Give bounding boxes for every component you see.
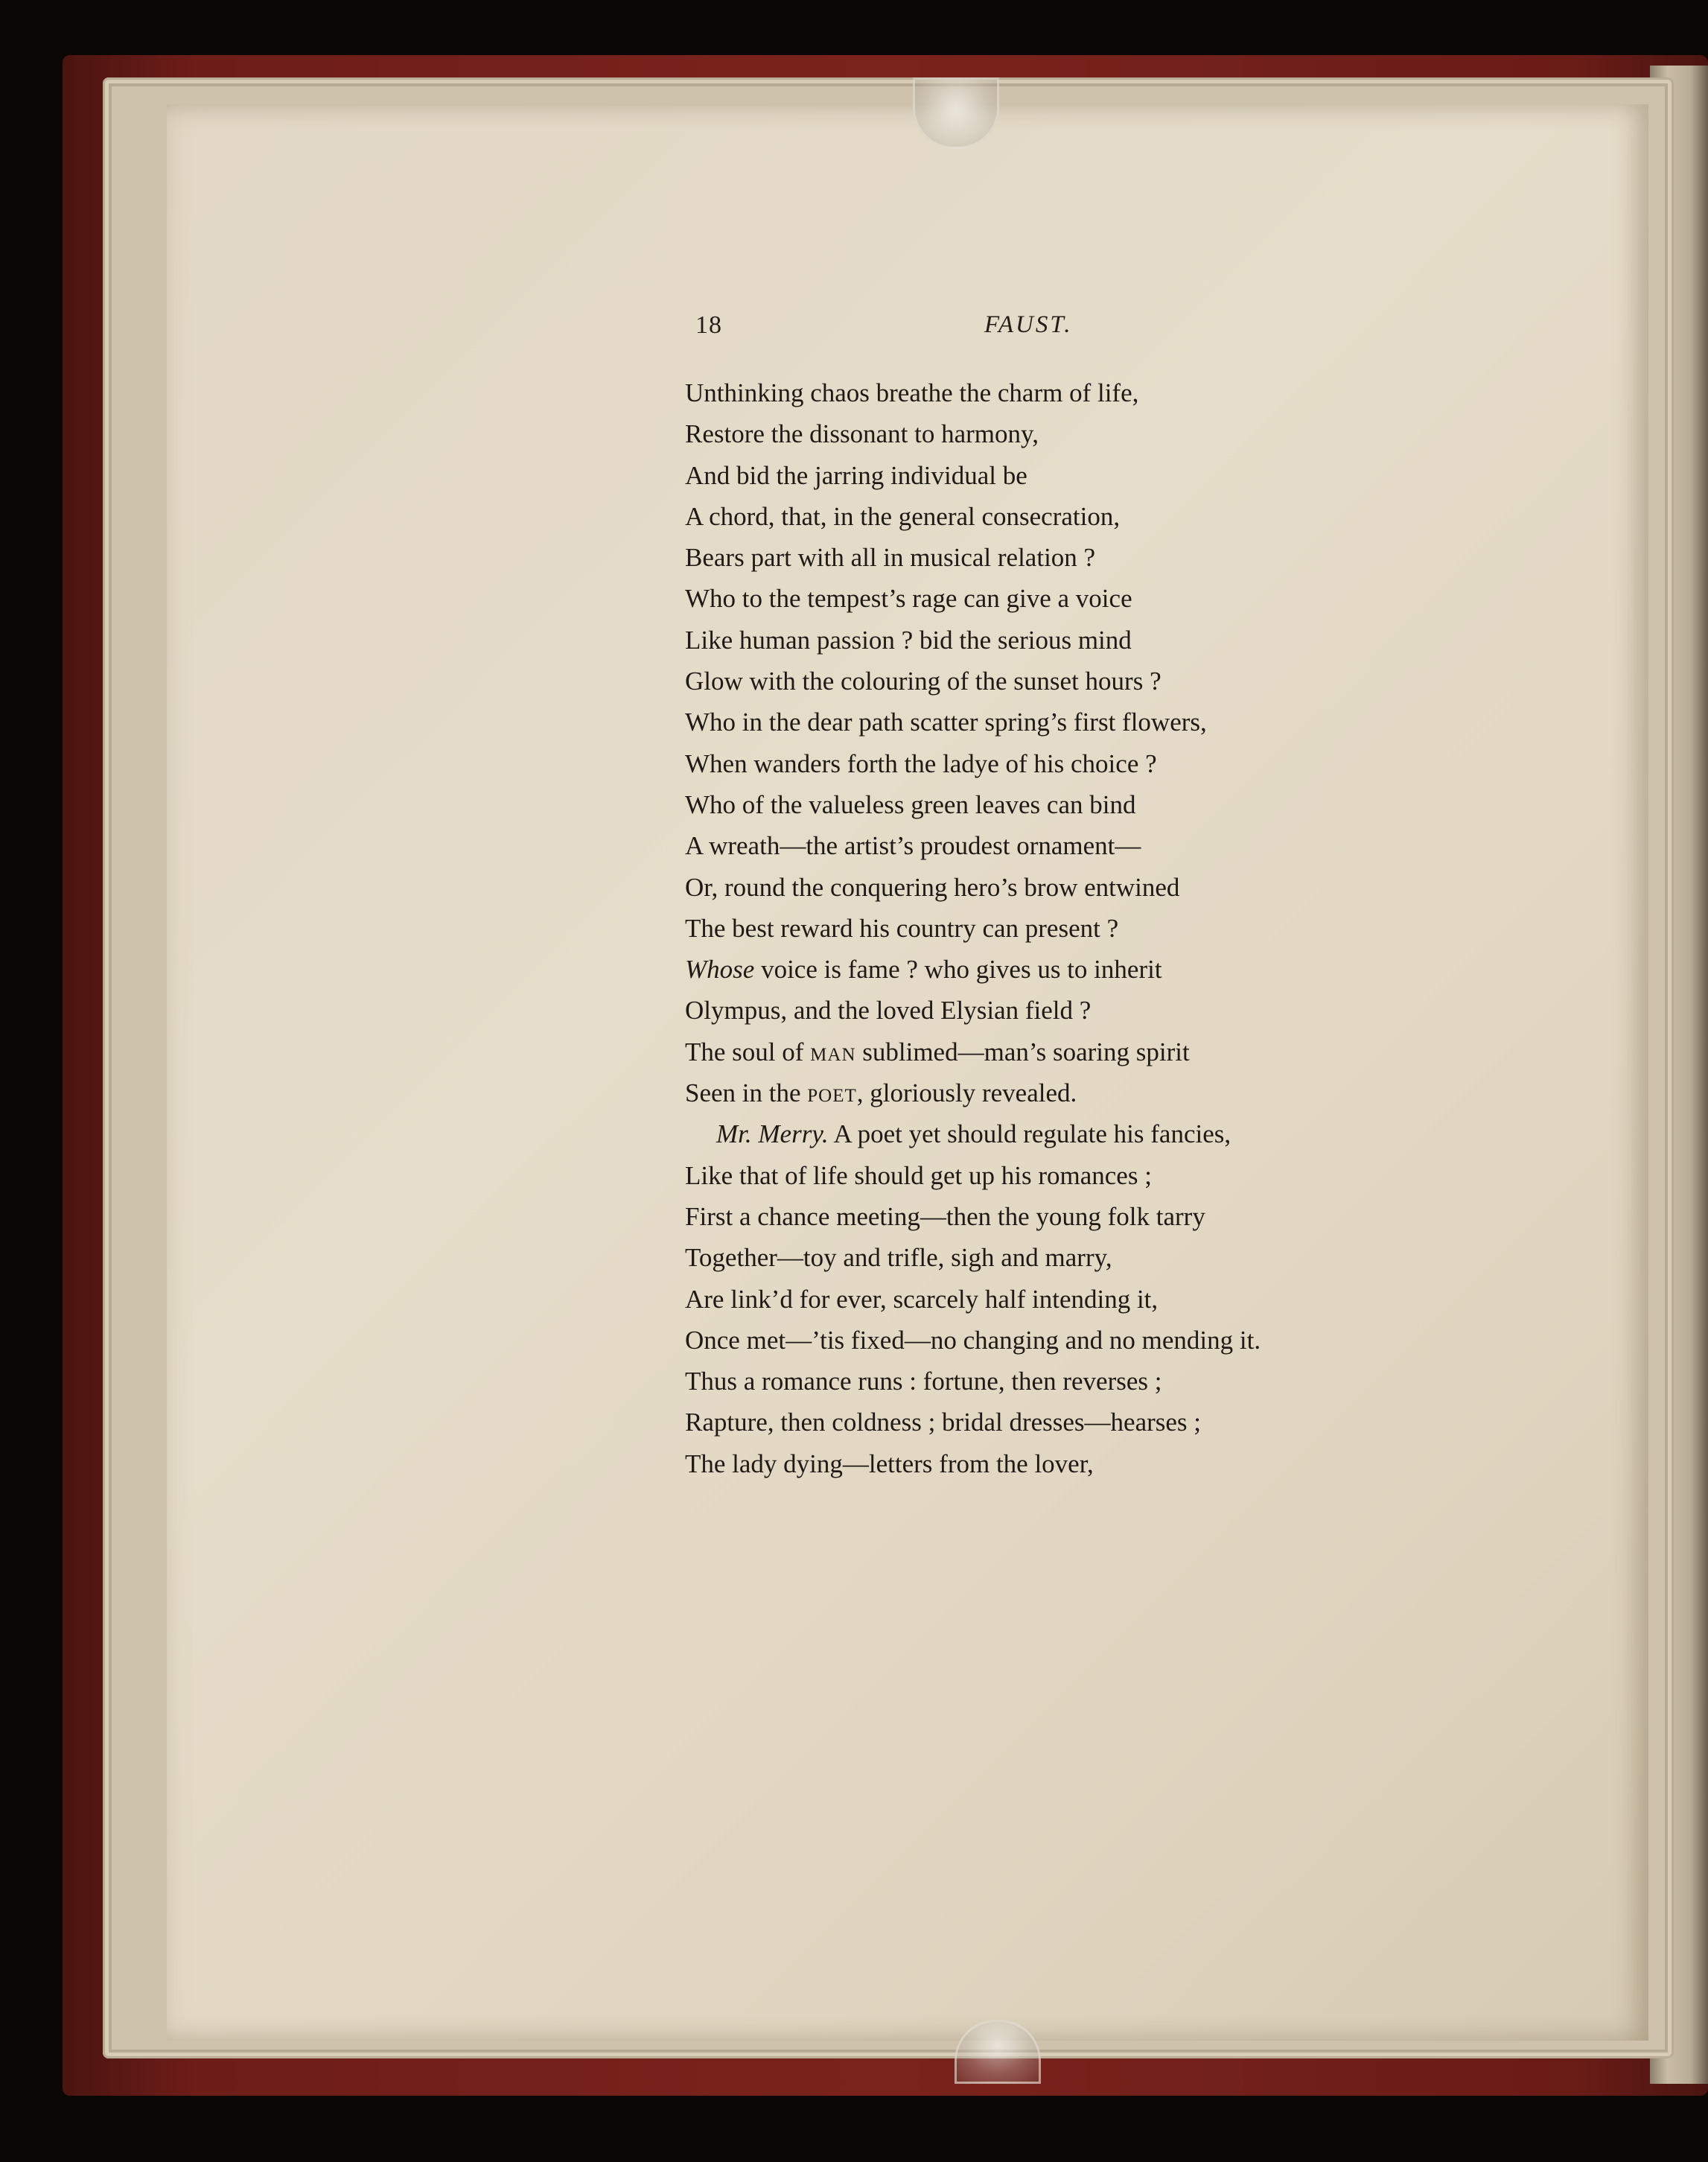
text-line: The soul of man sublimed—man’s soaring spirit	[685, 1037, 1190, 1066]
running-title: FAUST.	[984, 311, 1073, 338]
speaker-name: Mr. Merry.	[716, 1119, 829, 1149]
text-line: The lady dying—letters from the lover,	[685, 1449, 1094, 1478]
text-line: The best reward his country can present ?	[685, 913, 1119, 943]
page-header	[695, 311, 1112, 347]
text-line: Restore the dissonant to harmony,	[685, 419, 1039, 449]
text-line: Bears part with all in musical relation ?	[685, 543, 1096, 573]
text-line: And bid the jarring individual be	[685, 460, 1027, 490]
text-line: Thus a romance runs : fortune, then reverses ;	[685, 1367, 1162, 1396]
text-line: Like that of life should get up his romances ;	[685, 1160, 1152, 1190]
poem-text	[685, 372, 1325, 1484]
text-line: Olympus, and the loved Elysian field ?	[685, 996, 1092, 1026]
small-caps-word: poet	[807, 1078, 857, 1108]
emphasis-word: Whose	[685, 955, 755, 985]
text-line: Whose voice is fame ? who gives us to inherit	[685, 955, 1162, 985]
text-line: A chord, that, in the general consecration,	[685, 501, 1121, 531]
speaker-line: Mr. Merry. A poet yet should regulate his fancies,	[716, 1119, 1231, 1149]
text-line: Glow with the colouring of the sunset hours ?	[685, 667, 1161, 696]
text-line: Seen in the poet, gloriously revealed.	[685, 1078, 1077, 1108]
text-line: Like human passion ? bid the serious mind	[685, 625, 1132, 655]
page-number: 18	[695, 311, 722, 339]
text-line: Rapture, then coldness ; bridal dresses—hearses ;	[685, 1408, 1202, 1437]
text-line: Together—toy and trifle, sigh and marry,	[685, 1243, 1112, 1273]
text-line: Who of the valueless green leaves can bind	[685, 789, 1136, 819]
text-line: Are link’d for ever, scarcely half intending it,	[685, 1284, 1159, 1314]
text-line: When wanders forth the ladye of his choice ?	[685, 748, 1157, 778]
text-line: Who to the tempest’s rage can give a voice	[685, 584, 1132, 614]
small-caps-word: man	[810, 1037, 856, 1066]
text-line: First a chance meeting—then the young folk tarry	[685, 1201, 1205, 1231]
text-line: Who in the dear path scatter spring’s first flowers,	[685, 708, 1207, 737]
text-line: Unthinking chaos breathe the charm of life,	[685, 378, 1139, 407]
text-line: Or, round the conquering hero’s brow entwined	[685, 872, 1180, 902]
text-line: Once met—’tis fixed—no changing and no mending it.	[685, 1325, 1261, 1355]
text-line: A wreath—the artist’s proudest ornament—	[685, 831, 1141, 861]
